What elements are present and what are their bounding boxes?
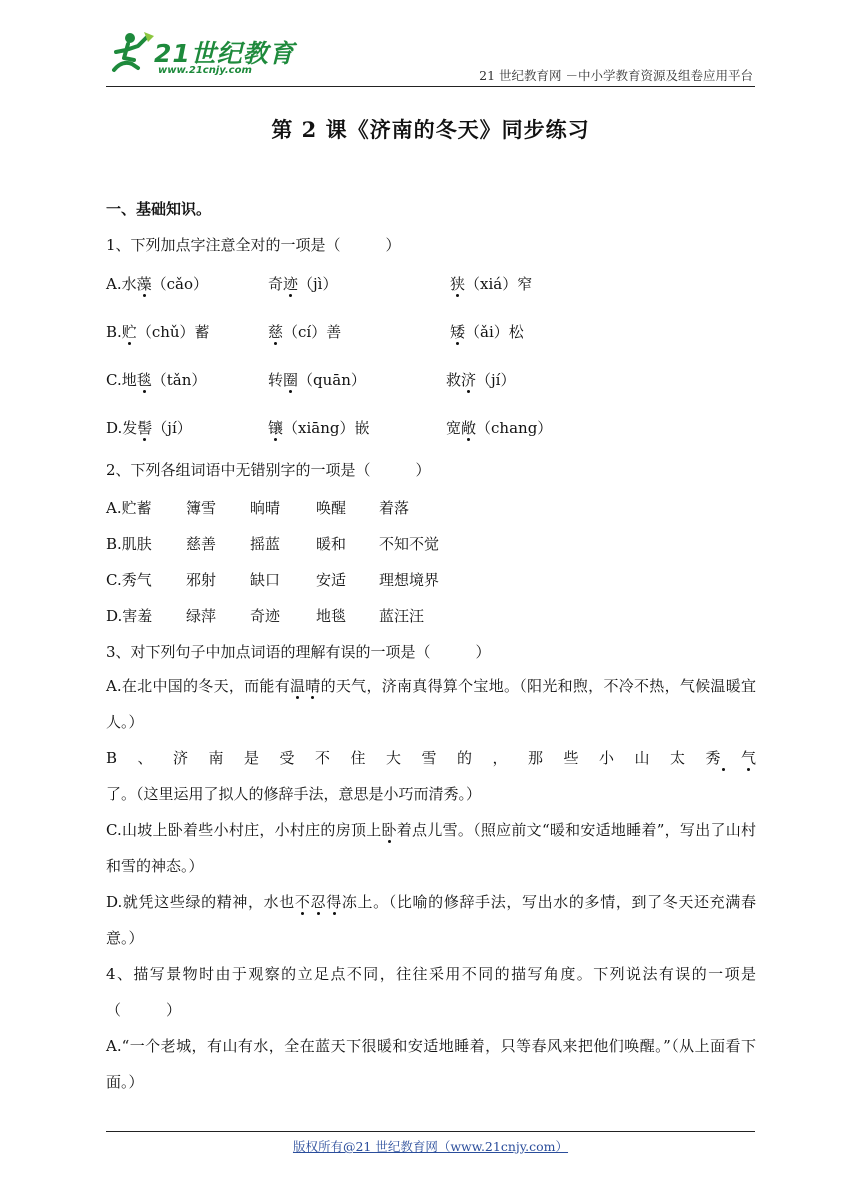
dotted-char: 慈	[268, 323, 284, 341]
logo-url: www.21cnjy.com	[158, 65, 252, 76]
word: 着落	[379, 499, 410, 517]
word: 安适	[316, 571, 347, 589]
word: 慈善	[186, 535, 217, 553]
option-text: 了。（这里运用了拟人的修辞手法，意思是小巧而清秀。）	[106, 785, 482, 803]
pinyin: （cǎo）	[151, 275, 209, 293]
page-title: 第 2 课《济南的冬天》同步练习	[271, 117, 590, 142]
word: 簿雪	[186, 499, 217, 517]
word: 缺口	[250, 571, 281, 589]
word: 奇迹	[250, 607, 281, 625]
section-heading: 一、基础知识。	[106, 200, 212, 218]
header-site-name: 21 世纪教育网 －中小学教育资源及组卷应用平台	[479, 68, 753, 83]
option-text: 宽	[446, 419, 462, 437]
question-3-option-a	[106, 668, 756, 740]
word: A.贮蓄	[106, 499, 152, 517]
word: 不知不觉	[379, 535, 440, 553]
dotted-char: 卧	[381, 821, 397, 839]
word: 理想境界	[379, 571, 440, 589]
pinyin: （xiāng）嵌	[283, 419, 370, 437]
word: 晌晴	[250, 499, 281, 517]
option-text: 冻上。（比喻的修辞手法，写出水的多情，到了冬天还充满春意。）	[106, 893, 756, 947]
option-text: 转	[268, 371, 284, 389]
dotted-char: 毯	[136, 371, 152, 389]
word: C.秀气	[106, 571, 152, 589]
pinyin: （ǎi）松	[465, 323, 524, 341]
word: 邪射	[186, 571, 217, 589]
dotted-char: 髻	[137, 419, 153, 437]
dotted-char: 圈	[283, 371, 299, 389]
logo-text: 21世纪教育	[154, 39, 295, 68]
question-3-stem: 3、对下列句子中加点词语的理解有误的一项是（ ）	[106, 643, 491, 661]
option-text: A.在北中国的冬天，而能有	[106, 677, 290, 695]
dotted-char: 狭	[450, 275, 466, 293]
option-text: C.山坡上卧着些小村庄，小村庄的房顶上	[106, 821, 382, 839]
word: 暖和	[316, 535, 347, 553]
pinyin: （xiá）窄	[465, 275, 533, 293]
question-4-stem: 4、描写景物时由于观察的立足点不同，往往采用不同的描写角度。下列说法有误的一项是（ ）	[106, 965, 756, 1019]
dotted-char: 矮	[450, 323, 466, 341]
dotted-char: 晴	[305, 677, 321, 695]
option-text: 着点儿雪。（照应前文“暖和安适地睡着”，写出了山村和雪的神态。）	[106, 821, 756, 875]
word: 摇蓝	[250, 535, 281, 553]
pinyin: （jí）	[476, 371, 516, 389]
option-text: 救	[446, 371, 462, 389]
word: B.肌肤	[106, 535, 152, 553]
word: 绿萍	[186, 607, 217, 625]
option-text: D.就凭这些绿的精神，水也	[106, 893, 295, 911]
pinyin: （cí）善	[283, 323, 342, 341]
dotted-char: 敞	[461, 419, 477, 437]
footer-divider	[106, 1131, 755, 1132]
dotted-char: 秀	[705, 749, 741, 767]
dotted-char: 不	[294, 893, 311, 911]
runner-logo-icon	[108, 30, 156, 76]
dotted-char: 迹	[283, 275, 299, 293]
question-1-stem: 1、下列加点字注意全对的一项是（ ）	[106, 236, 401, 254]
dotted-char: 藻	[136, 275, 152, 293]
option-letter: D.	[106, 419, 123, 437]
option-text: B、济南是受不住大雪的，那些小山太	[106, 749, 706, 767]
dotted-char: 镶	[268, 419, 284, 437]
dotted-char: 济	[461, 371, 477, 389]
question-2-stem: 2、下列各组词语中无错别字的一项是（ ）	[106, 461, 431, 479]
page-header	[0, 0, 861, 90]
option-letter: B.	[106, 323, 122, 341]
option-text: 奇	[268, 275, 284, 293]
site-logo[interactable]	[108, 30, 295, 80]
question-3-option-c	[106, 812, 756, 884]
pinyin: （jí）	[152, 419, 192, 437]
word: 地毯	[316, 607, 347, 625]
footer-copyright-link[interactable]: 版权所有@21 世纪教育网（www.21cnjy.com）	[292, 1139, 569, 1154]
dotted-char: 温	[290, 677, 306, 695]
option-text: 地	[121, 371, 137, 389]
dotted-char: 忍	[310, 893, 327, 911]
word: 唤醒	[316, 499, 347, 517]
pinyin: （chang）	[476, 419, 553, 437]
dotted-char: 气	[740, 749, 756, 767]
option-text: 发	[122, 419, 138, 437]
option-text: 水	[121, 275, 137, 293]
dotted-char: 贮	[121, 323, 137, 341]
pinyin: （jì）	[298, 275, 338, 293]
dotted-char: 得	[326, 893, 342, 911]
option-letter: C.	[106, 371, 122, 389]
pinyin: （chǔ）蓄	[136, 323, 210, 341]
option-letter: A.	[106, 275, 122, 293]
word: 蓝汪汪	[379, 607, 425, 625]
question-3-option-b	[106, 740, 756, 812]
header-divider	[106, 86, 755, 87]
word: D.害羞	[106, 607, 153, 625]
question-4-option-a: A.“一个老城，有山有水，全在蓝天下很暖和安适地睡着，只等春风来把他们唤醒。”（从上面看下面。）	[106, 1037, 756, 1091]
question-3-option-d	[106, 884, 756, 956]
option-text: 的天气，济南真得算个宝地。（阳光和煦，不冷不热，气候温暖宜人。）	[106, 677, 756, 731]
pinyin: （quān）	[298, 371, 366, 389]
pinyin: （tǎn）	[151, 371, 207, 389]
